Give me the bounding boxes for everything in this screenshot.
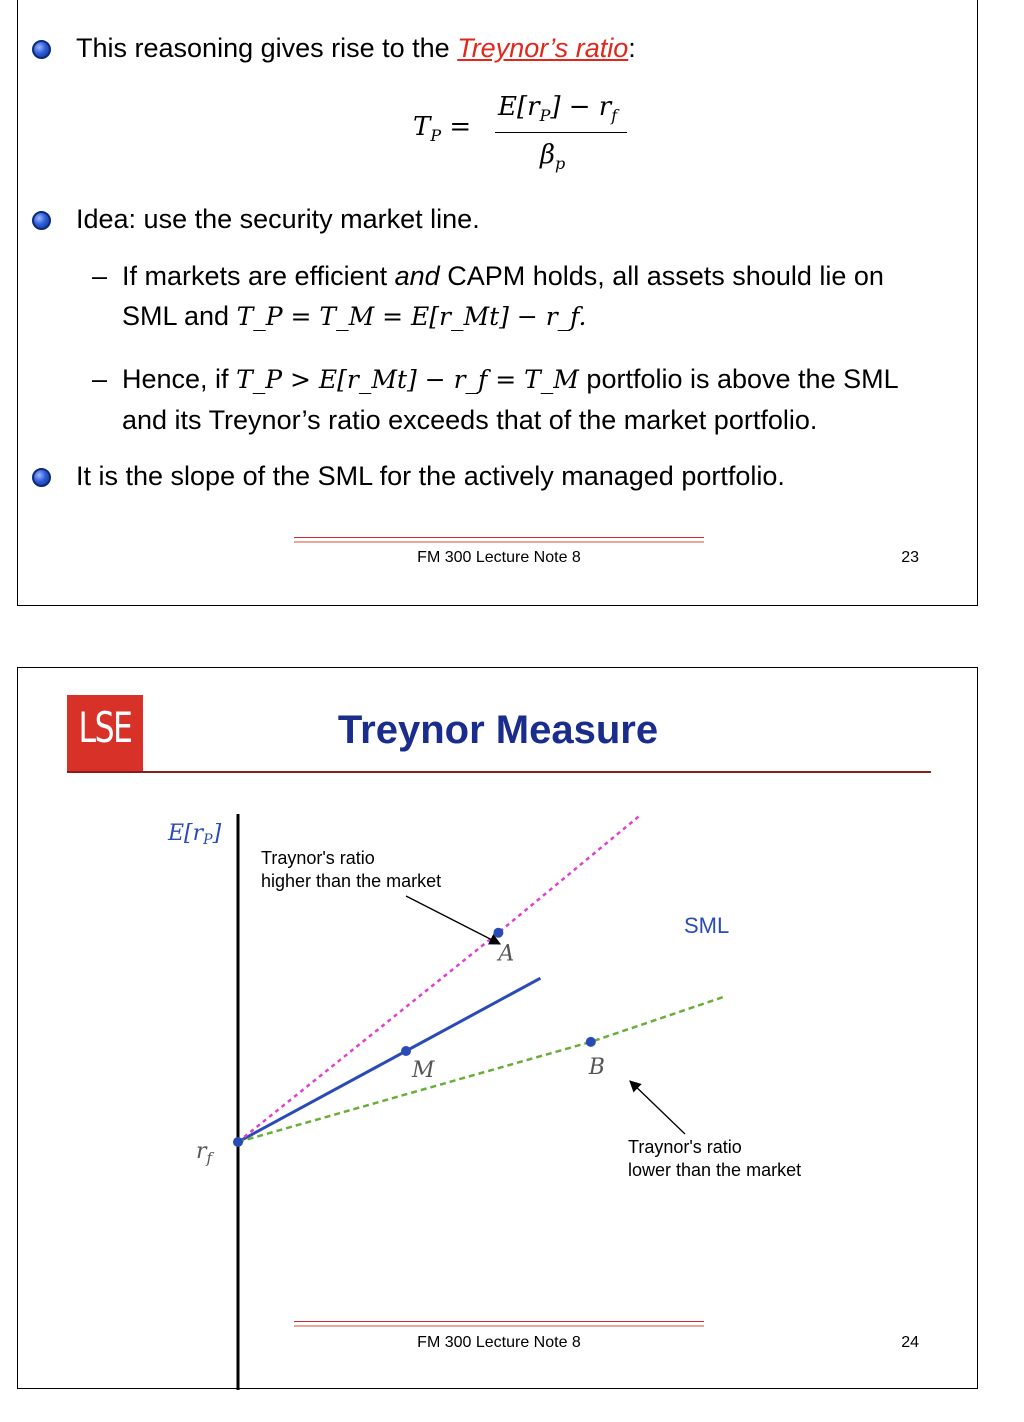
lse-logo: LSE xyxy=(67,695,143,771)
slide-23 xyxy=(17,0,978,606)
formula-lhs: $T_P$ = xyxy=(413,112,472,146)
annotation-higher-line2: higher than the market xyxy=(261,871,442,891)
bullet-icon xyxy=(32,40,51,59)
slide-title: Treynor Measure xyxy=(337,708,659,752)
annotation-lower-line2: lower than the market xyxy=(628,1160,802,1180)
dash-icon: – xyxy=(92,364,108,394)
point-label-a: A xyxy=(498,941,515,967)
arrow-to-A xyxy=(406,896,500,944)
series-b-line xyxy=(238,996,725,1142)
point-m xyxy=(401,1046,411,1056)
sub-bullet-hence: – Hence, if T_P > E[r_Mt] − r_f = T_M portfolio is above the SML and its Treynor’s ratio exceeds that of the market portfolio. xyxy=(122,359,902,440)
point-a xyxy=(493,928,503,938)
page-number: 23 xyxy=(901,549,919,566)
page-number: 24 xyxy=(901,1334,919,1351)
footer-text: FM 300 Lecture Note 8 xyxy=(417,1334,581,1351)
formula-denominator: $\beta_p$ xyxy=(540,140,566,174)
dash-icon: – xyxy=(92,261,108,291)
inline-math: T_P = T_M = E[r_Mt] − r_f. xyxy=(236,302,587,331)
inline-math: T_P > E[r_Mt] − r_f = T_M xyxy=(236,365,579,394)
arrow-to-B xyxy=(630,1081,685,1134)
point-label-b: B xyxy=(588,1054,605,1080)
point-b xyxy=(586,1037,596,1047)
series-sml xyxy=(238,978,540,1142)
treynor-formula xyxy=(413,78,643,178)
annotation-higher-line1: Traynor's ratio xyxy=(261,848,375,868)
point-label-m: M xyxy=(412,1058,435,1083)
footer-rule xyxy=(294,1321,704,1327)
y-axis-label: E[rP] xyxy=(168,821,222,848)
sub-bullet-efficient: – If markets are efficient and CAPM holds, all assets should lie on SML and T_P = T_M = E[r_Mt] − r_f. xyxy=(122,256,902,337)
bullet-idea xyxy=(76,202,480,236)
formula-numerator: $E[r_P] - r_f$ xyxy=(498,92,618,126)
bullet-text: Idea: use the security market line. xyxy=(76,204,480,234)
bullet-treynor-ratio xyxy=(76,31,636,65)
footer-rule xyxy=(294,537,704,543)
fraction-bar xyxy=(495,132,627,133)
slide-24 xyxy=(17,667,978,1389)
treynor-chart xyxy=(18,668,979,1390)
annotation-lower-line1: Traynor's ratio xyxy=(628,1137,742,1157)
bullet-slope xyxy=(76,459,785,493)
point-rf xyxy=(233,1137,243,1147)
point-label-rf: $r_f$ xyxy=(196,1139,213,1167)
bullet-text: This reasoning gives rise to the xyxy=(76,33,458,63)
bullet-icon xyxy=(32,211,51,230)
sml-label: SML xyxy=(684,913,730,938)
bullet-text: It is the slope of the SML for the actively managed portfolio. xyxy=(76,461,785,491)
footer-text: FM 300 Lecture Note 8 xyxy=(417,549,581,566)
treynor-ratio-link[interactable]: Treynor’s ratio xyxy=(457,33,629,63)
bullet-icon xyxy=(32,468,51,487)
bullet-colon: : xyxy=(628,33,636,63)
